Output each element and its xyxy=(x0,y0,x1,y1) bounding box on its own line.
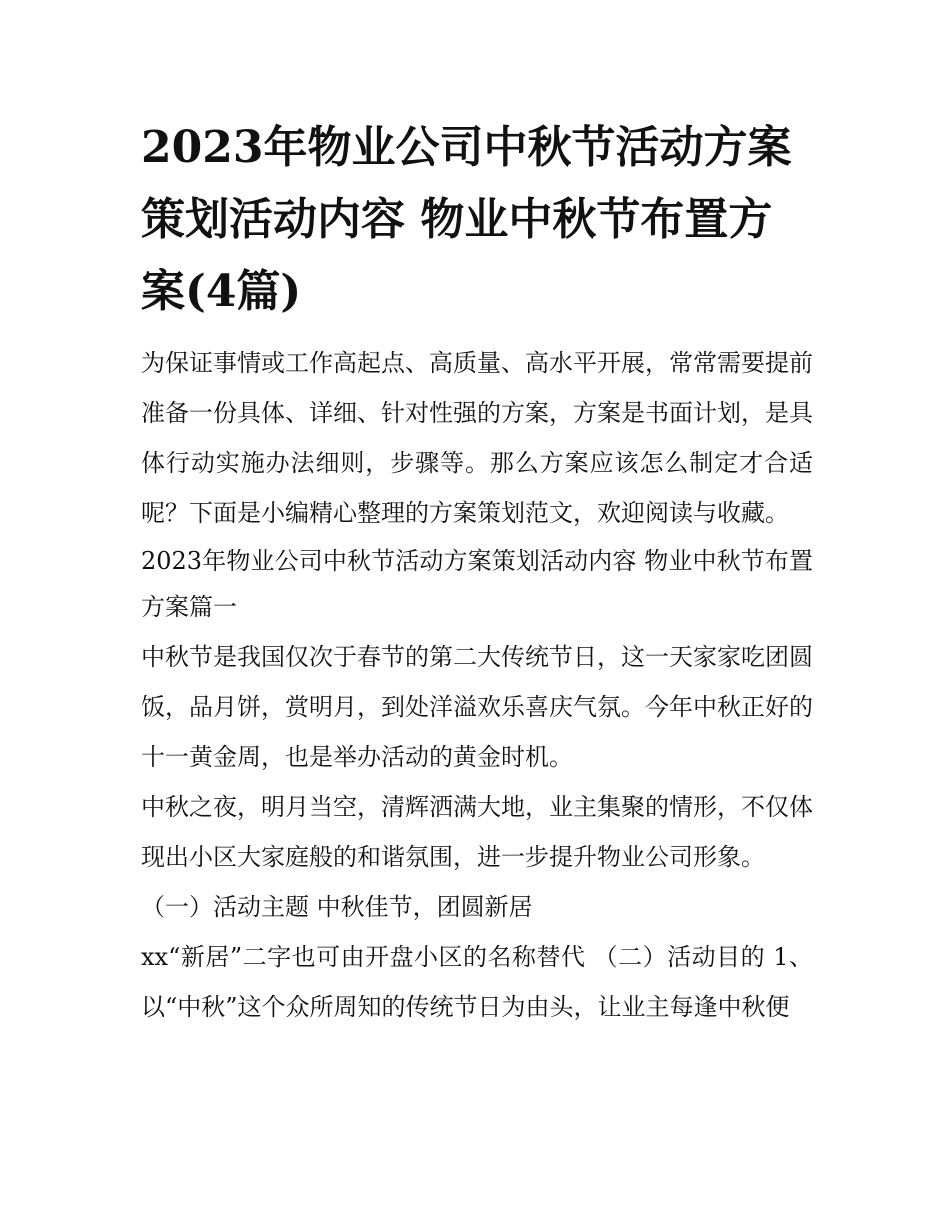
section-heading: 2023年物业公司中秋节活动方案策划活动内容 物业中秋节布置方案篇一 xyxy=(141,547,813,621)
body-paragraph-1: 中秋节是我国仅次于春节的第二大传统节日，这一天家家吃团圆饭，品月饼，赏明月，到处洋溢欢乐喜庆气氛。今年中秋正好的十一黄金周，也是举办活动的黄金时机。 xyxy=(141,643,813,771)
body-paragraph-2: 中秋之夜，明月当空，清辉洒满大地，业主集聚的情形，不仅体现出小区大家庭般的和谐氛围，进一步提升物业公司形象。 xyxy=(141,793,813,871)
document-title: 2023年物业公司中秋节活动方案策划活动内容 物业中秋节布置方案(4篇) xyxy=(141,122,792,317)
document-page xyxy=(141,112,813,1032)
intro-paragraph: 为保证事情或工作高起点、高质量、高水平开展，常常需要提前准备一份具体、详细、针对性强的方案，方案是书面计划，是具体行动实施办法细则，步骤等。那么方案应该怎么制定才合适呢？下面是小编精心整理的方案策划范文，欢迎阅读与收藏。 xyxy=(141,349,813,527)
activity-theme: （一）活动主题 中秋佳节，团圆新居 xyxy=(141,893,533,921)
activity-purpose: xx“新居”二字也可由开盘小区的名称替代 （二）活动目的 1、以“中秋”这个众所周知的传统节日为由头，让业主每逢中秋便 xyxy=(141,943,813,1021)
